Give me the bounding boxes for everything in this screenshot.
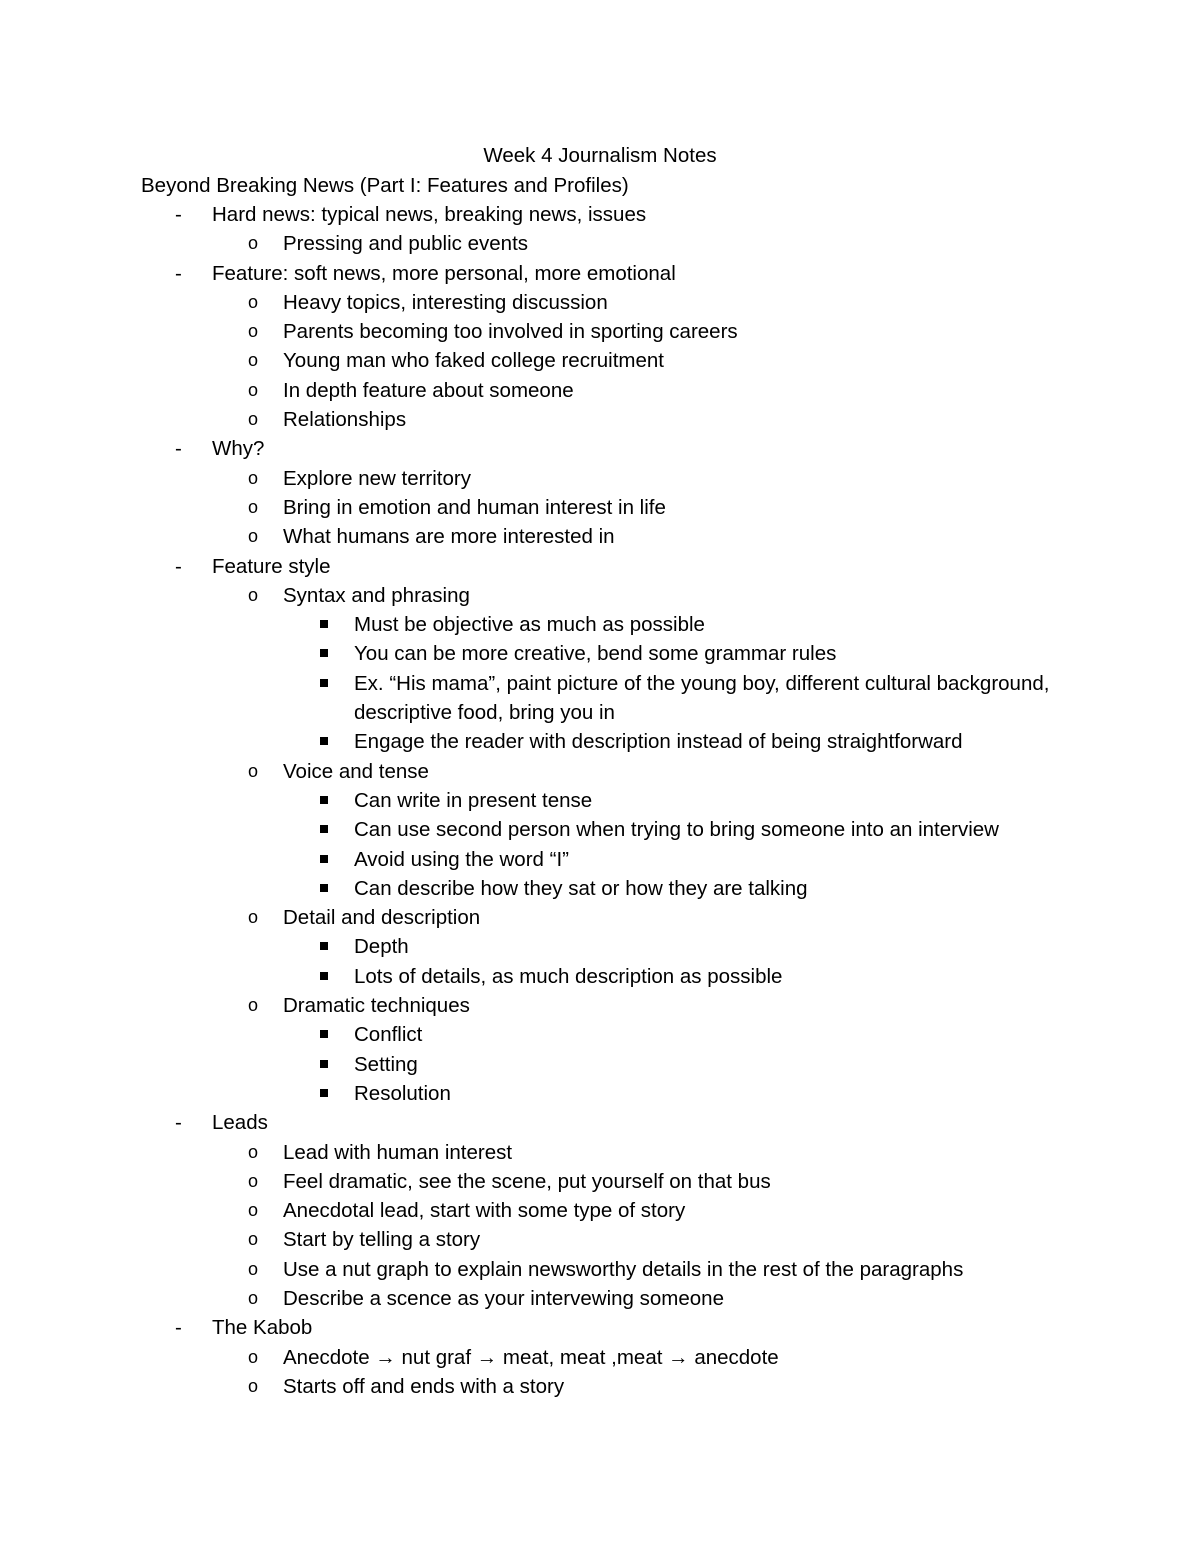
sub-list xyxy=(212,1138,1100,1314)
detail-item xyxy=(283,1020,1100,1049)
sub-list xyxy=(212,229,1100,258)
sub-item-text: Start by telling a story xyxy=(283,1228,481,1252)
sub-item-text: In depth feature about someone xyxy=(283,378,574,402)
detail-item xyxy=(283,786,1100,815)
detail-list xyxy=(283,1020,1100,1108)
sub-item-text: Detail and description xyxy=(283,906,481,930)
outline-item xyxy=(141,434,1100,551)
detail-item xyxy=(283,874,1100,903)
sub-item-text: Parents becoming too involved in sporting careers xyxy=(283,320,738,344)
sub-item xyxy=(212,376,1100,405)
detail-item-text: You can be more creative, bend some grammar rules xyxy=(354,642,837,666)
circle-bullet: o xyxy=(248,409,259,430)
sub-item-text: Dramatic techniques xyxy=(283,994,470,1018)
detail-item-text: Conflict xyxy=(354,1023,423,1047)
sub-item-text: Syntax and phrasing xyxy=(283,583,470,607)
square-bullet-icon xyxy=(320,1060,328,1068)
page-subtitle: Beyond Breaking News (Part I: Features and Profiles) xyxy=(141,174,629,197)
outline-item-text: Feature: soft news, more personal, more emotional xyxy=(212,261,676,285)
outline-item xyxy=(141,1313,1100,1401)
dash-bullet: - xyxy=(175,554,182,578)
sub-list xyxy=(212,464,1100,552)
detail-list xyxy=(283,786,1100,903)
detail-item xyxy=(283,1079,1100,1108)
outline-item-text: Hard news: typical news, breaking news, issues xyxy=(212,203,647,226)
sub-item xyxy=(212,522,1100,551)
notes-body xyxy=(141,171,1100,1401)
sub-item xyxy=(212,346,1100,375)
square-bullet-icon xyxy=(320,649,328,657)
detail-item xyxy=(283,932,1100,961)
page-title: Week 4 Journalism Notes xyxy=(483,144,717,167)
square-bullet-icon xyxy=(320,679,328,687)
sub-item xyxy=(212,1284,1100,1313)
sub-item xyxy=(212,1225,1100,1254)
circle-bullet: o xyxy=(248,995,259,1016)
sub-item-text: What humans are more interested in xyxy=(283,525,615,549)
square-bullet-icon xyxy=(320,620,328,628)
detail-item-text: Can describe how they sat or how they are talking xyxy=(354,876,808,900)
square-bullet-icon xyxy=(320,942,328,950)
sub-item-text: Explore new territory xyxy=(283,466,471,490)
circle-bullet: o xyxy=(248,379,259,400)
sub-item xyxy=(212,1343,1100,1372)
detail-item-text: Lots of details, as much description as possible xyxy=(354,964,783,988)
detail-list xyxy=(283,932,1100,991)
sub-item-text: Relationships xyxy=(283,408,407,432)
detail-item-text: Ex. “His mama”, paint picture of the young boy, different cultural background, descriptive food, bring you in xyxy=(354,671,1050,725)
outline-list xyxy=(141,200,1100,1401)
sub-list xyxy=(212,288,1100,434)
sub-list xyxy=(212,581,1100,1108)
detail-item-text: Resolution xyxy=(354,1081,451,1105)
dash-bullet: - xyxy=(175,203,182,226)
outline-item-text: Feature style xyxy=(212,554,331,578)
sub-item-text: Starts off and ends with a story xyxy=(283,1374,565,1398)
detail-item xyxy=(283,815,1100,844)
sub-item xyxy=(212,1372,1100,1401)
circle-bullet: o xyxy=(248,1170,259,1191)
sub-item-text: Bring in emotion and human interest in life xyxy=(283,495,666,519)
circle-bullet: o xyxy=(248,526,259,547)
outline-item xyxy=(141,259,1100,435)
detail-item xyxy=(283,962,1100,991)
detail-item xyxy=(283,727,1100,756)
circle-bullet: o xyxy=(248,907,259,928)
detail-item xyxy=(283,669,1100,728)
sub-item xyxy=(212,991,1100,1108)
detail-item-text: Must be objective as much as possible xyxy=(354,613,705,637)
sub-item xyxy=(212,405,1100,434)
circle-bullet: o xyxy=(248,1346,259,1367)
outline-item-text: Leads xyxy=(212,1111,268,1135)
dash-bullet: - xyxy=(175,437,182,461)
circle-bullet: o xyxy=(248,1258,259,1279)
outline-item-text: The Kabob xyxy=(212,1316,313,1340)
detail-item-text: Can write in present tense xyxy=(354,788,593,812)
square-bullet-icon xyxy=(320,884,328,892)
circle-bullet: o xyxy=(248,1287,259,1308)
sub-item xyxy=(212,317,1100,346)
sub-item xyxy=(212,1167,1100,1196)
square-bullet-icon xyxy=(320,855,328,863)
sub-item xyxy=(212,1196,1100,1225)
outline-item-text: Why? xyxy=(212,437,265,461)
detail-item-text: Can use second person when trying to bring someone into an interview xyxy=(354,818,999,842)
sub-item xyxy=(212,493,1100,522)
sub-item xyxy=(212,581,1100,757)
sub-item-text: Use a nut graph to explain newsworthy details in the rest of the paragraphs xyxy=(283,1257,964,1281)
detail-item-text: Avoid using the word “I” xyxy=(354,847,569,871)
circle-bullet: o xyxy=(248,1141,259,1162)
dash-bullet: - xyxy=(175,261,182,285)
circle-bullet: o xyxy=(248,350,259,371)
dash-bullet: - xyxy=(175,1316,182,1340)
circle-bullet: o xyxy=(248,291,259,312)
sub-item-text: Voice and tense xyxy=(283,759,429,783)
sub-item-text: Anecdotal lead, start with some type of story xyxy=(283,1199,686,1223)
outline-item xyxy=(141,1108,1100,1313)
detail-item xyxy=(283,845,1100,874)
detail-item xyxy=(283,639,1100,668)
sub-item xyxy=(212,757,1100,903)
square-bullet-icon xyxy=(320,972,328,980)
sub-item-text: Feel dramatic, see the scene, put yourself on that bus xyxy=(283,1169,771,1193)
circle-bullet: o xyxy=(248,233,259,254)
detail-item-text: Depth xyxy=(354,935,409,959)
sub-item-text: Lead with human interest xyxy=(283,1140,513,1164)
sub-item xyxy=(212,1138,1100,1167)
detail-list xyxy=(283,610,1100,756)
sub-item xyxy=(212,464,1100,493)
sub-item-text: Heavy topics, interesting discussion xyxy=(283,290,608,314)
circle-bullet: o xyxy=(248,1375,259,1396)
square-bullet-icon xyxy=(320,1089,328,1097)
sub-list xyxy=(212,1343,1100,1402)
circle-bullet: o xyxy=(248,1229,259,1250)
detail-item xyxy=(283,1050,1100,1079)
square-bullet-icon xyxy=(320,825,328,833)
sub-item xyxy=(212,229,1100,258)
detail-item-text: Engage the reader with description instead of being straightforward xyxy=(354,730,963,754)
circle-bullet: o xyxy=(248,496,259,517)
square-bullet-icon xyxy=(320,1030,328,1038)
sub-item xyxy=(212,903,1100,991)
circle-bullet: o xyxy=(248,1200,259,1221)
outline-item xyxy=(141,552,1100,1109)
detail-item-text: Setting xyxy=(354,1052,418,1076)
dash-bullet: - xyxy=(175,1111,182,1135)
square-bullet-icon xyxy=(320,737,328,745)
sub-item xyxy=(212,288,1100,317)
square-bullet-icon xyxy=(320,796,328,804)
sub-item-text: Anecdote → nut graf → meat, meat ,meat → anecdote xyxy=(283,1345,779,1369)
outline-item xyxy=(141,200,1100,259)
circle-bullet: o xyxy=(248,321,259,342)
circle-bullet: o xyxy=(248,760,259,781)
detail-item xyxy=(283,610,1100,639)
sub-item-text: Pressing and public events xyxy=(283,232,529,256)
sub-item xyxy=(212,1255,1100,1284)
circle-bullet: o xyxy=(248,584,259,605)
circle-bullet: o xyxy=(248,467,259,488)
sub-item-text: Young man who faked college recruitment xyxy=(283,349,665,373)
sub-item-text: Describe a scence as your intervewing someone xyxy=(283,1286,724,1310)
